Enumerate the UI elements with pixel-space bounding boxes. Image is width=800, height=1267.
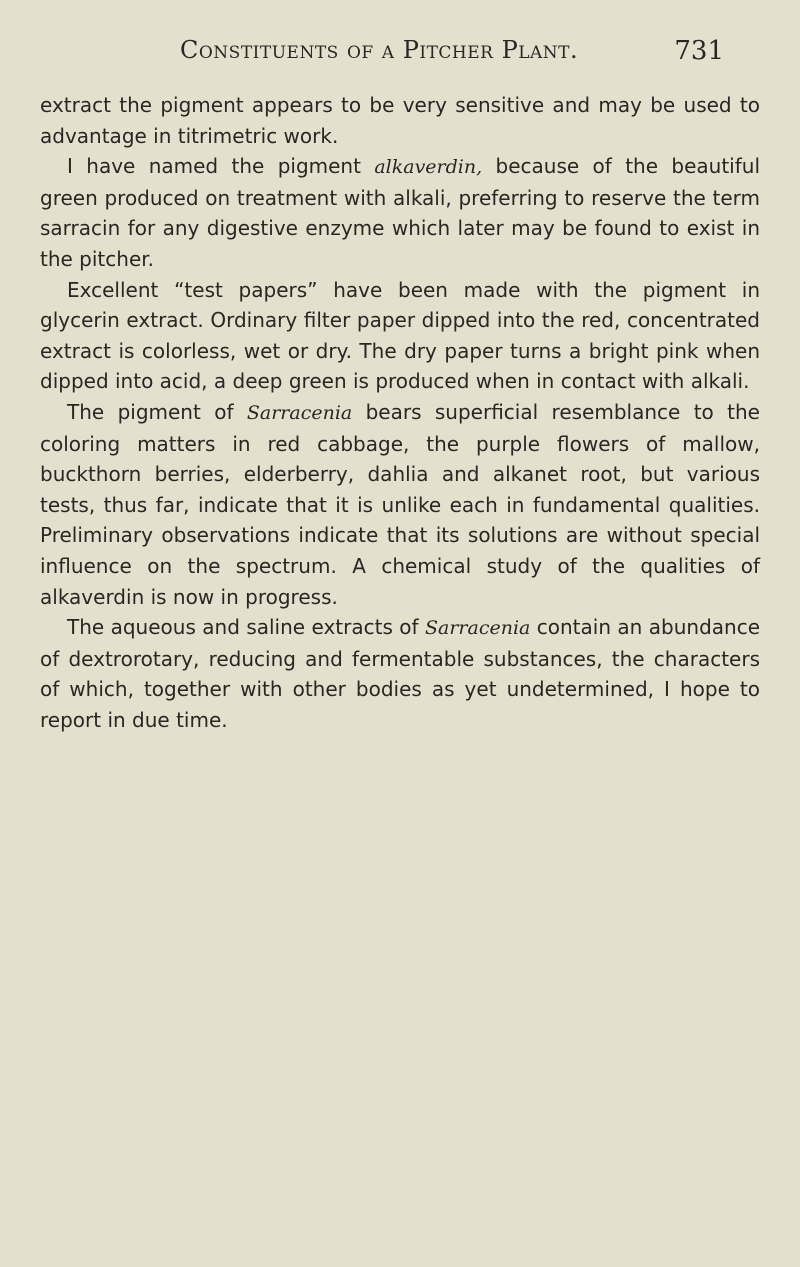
italic-term-sarracenia: Sarracenia — [424, 617, 531, 640]
paragraph-pigment-name — [40, 151, 760, 274]
paragraph-continued — [40, 90, 760, 151]
running-head-title: Constituents of a Pitcher Plant. — [180, 36, 579, 64]
paragraph-resemblance — [40, 397, 760, 612]
running-head — [40, 36, 760, 76]
paragraph-text: contain an abundance of dextrorotary, reducing and fermentable substances, the characters of which, together with other bodies as yet undetermined, I hope to report in due time. — [40, 615, 760, 732]
paragraph-text: bears superficial resemblance to the coloring matters in red cabbage, the purple flowers of mallow, buckthorn berries, elderberry, dahlia and alkanet root, but various tests, thus far, indicate that it is unlike each in fundamental qualities. Preliminary observations indicate that its solutions are without special influence on the spectrum. A chemical study of the qualities of alkaverdin is now in progress. — [40, 399, 760, 609]
page-number: 731 — [674, 36, 724, 66]
paragraph-text: The aqueous and saline extracts of — [67, 615, 425, 640]
paragraph-text: Excellent “test papers” have been made with the pigment in glycerin extract. Ordinary filter paper dipped into the red, concentrated extract is colorless, wet or dry. The dry paper turns a bright pink when dipped into acid, a deep green is produced when in contact with alkali. — [40, 277, 760, 394]
paragraph-text: The pigment of — [67, 399, 247, 424]
paragraph-text: I have named the pigment — [67, 154, 375, 179]
paragraph-text: because of the beautiful green produced on treatment with alkali, preferring to reserve the term sarracin for any digestive enzyme which later may be found to exist in the pitcher. — [40, 154, 760, 271]
italic-term-sarracenia: Sarracenia — [246, 401, 353, 424]
paragraph-text: extract the pigment appears to be very sensitive and may be used to advantage in titrimetric work. — [40, 93, 760, 148]
italic-term-alkaverdin: alkaverdin, — [374, 156, 483, 179]
paragraph-extracts — [40, 612, 760, 735]
paragraph-test-papers — [40, 275, 760, 397]
body-text — [40, 90, 760, 735]
